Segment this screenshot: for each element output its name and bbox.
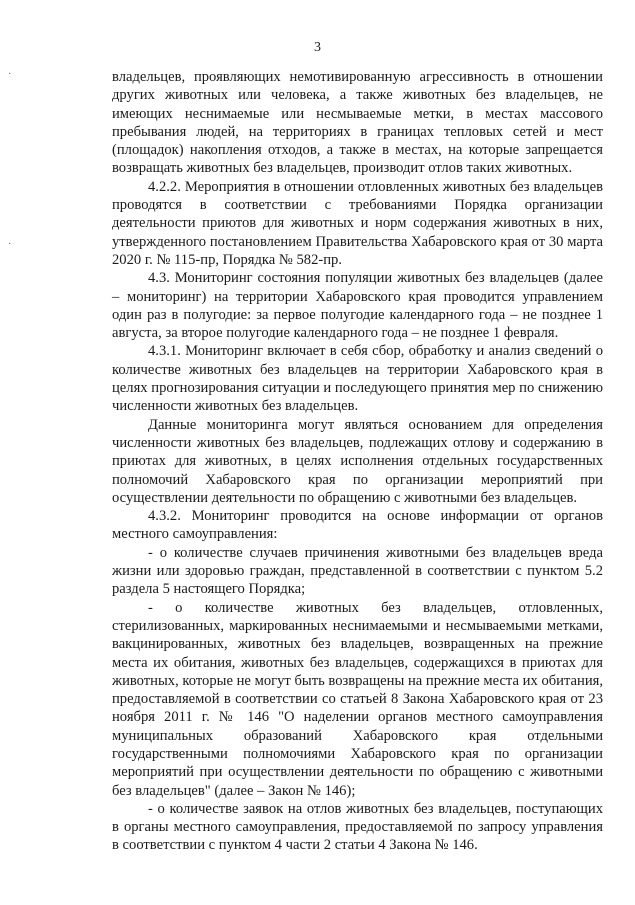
paragraph-1: владельцев, проявляющих немотивированную агрессивность в отношении других животных или человека, а также животных без владельцев, не имеющих неснимаемые или несмываемые метки, в местах массового пребывания людей, на территориях в границах тепловых сетей и мест (площадок) накопления отходов, а также в местах, на которые запрещается возвращать животных без владельцев, производит отлов таких животных. — [112, 69, 603, 177]
list-item-capture-requests: - о количестве заявок на отлов животных без владельцев, поступающих в органы местного самоуправления, предоставляемой по запросу управления в соответствии с пунктом 4 части 2 статьи 4 Закона № 146. — [112, 800, 603, 854]
page-number: 3 — [314, 40, 321, 55]
paragraph-4-3: 4.3. Мониторинг состояния популяции животных без владельцев (далее – мониторинг) на территории Хабаровского края проводится управлением один раз в полугодие: за первое полугодие календарного года – не позднее 1 августа, за второе полугодие календарного года – не позднее 1 февраля. — [112, 270, 603, 342]
paragraph-4-3-1: 4.3.1. Мониторинг включает в себя сбор, обработку и анализ сведений о количестве животных без владельцев на территории Хабаровского края в целях прогнозирования ситуации и последующего принятия мер по снижению численности животных без владельцев. — [112, 343, 603, 415]
margin-mark: · — [8, 239, 12, 250]
paragraph-monitoring-data: Данные мониторинга могут являться основанием для определения численности животных без владельцев, подлежащих отлову и содержанию в приютах для животных, в целях исполнения отдельных государственных полномочий Хабаровского края по организации мероприятий при осуществлении деятельности по обращению с животными без владельцев. — [112, 416, 603, 506]
list-item-animal-counts: - о количестве животных без владельцев, отловленных, стерилизованных, маркированных неснимаемыми и несмываемыми метками, вакцинированных, животных без владельцев, возвращенных на прежние места их обитания, животных без владельцев, содержащихся в приютах для животных, которые не могут быть возвращены на прежние места их обитания, предоставляемой в соответствии со статьей 8 Закона Хабаровского края от 23 ноября 2011 г. № 146 "О наделении органов местного самоуправления муниципальных образований Хабаровского края отдельными государственными полномочиями Хабаровского края по организации мероприятий при осуществлении деятельности по обращению с животными без владельцев" (далее – Закон № 146); — [112, 599, 603, 799]
paragraph-4-3-2: 4.3.2. Мониторинг проводится на основе информации от органов местного самоуправления: — [112, 508, 603, 543]
paragraph-4-2-2: 4.2.2. Мероприятия в отношении отловленных животных без владельцев проводятся в соответствии с требованиями Порядка организации деятельности приютов для животных и норм содержания животных в них, утвержденного постановлением Правительства Хабаровского края от 30 марта 2020 г. № 115-пр, Порядка № 582-пр. — [112, 178, 603, 268]
list-item-harm-cases: - о количестве случаев причинения животными без владельцев вреда жизни или здоровью граждан, представленной в соответствии с пунктом 5.2 раздела 5 настоящего Порядка; — [112, 544, 603, 598]
margin-mark: · — [8, 69, 12, 80]
document-body — [112, 68, 603, 855]
